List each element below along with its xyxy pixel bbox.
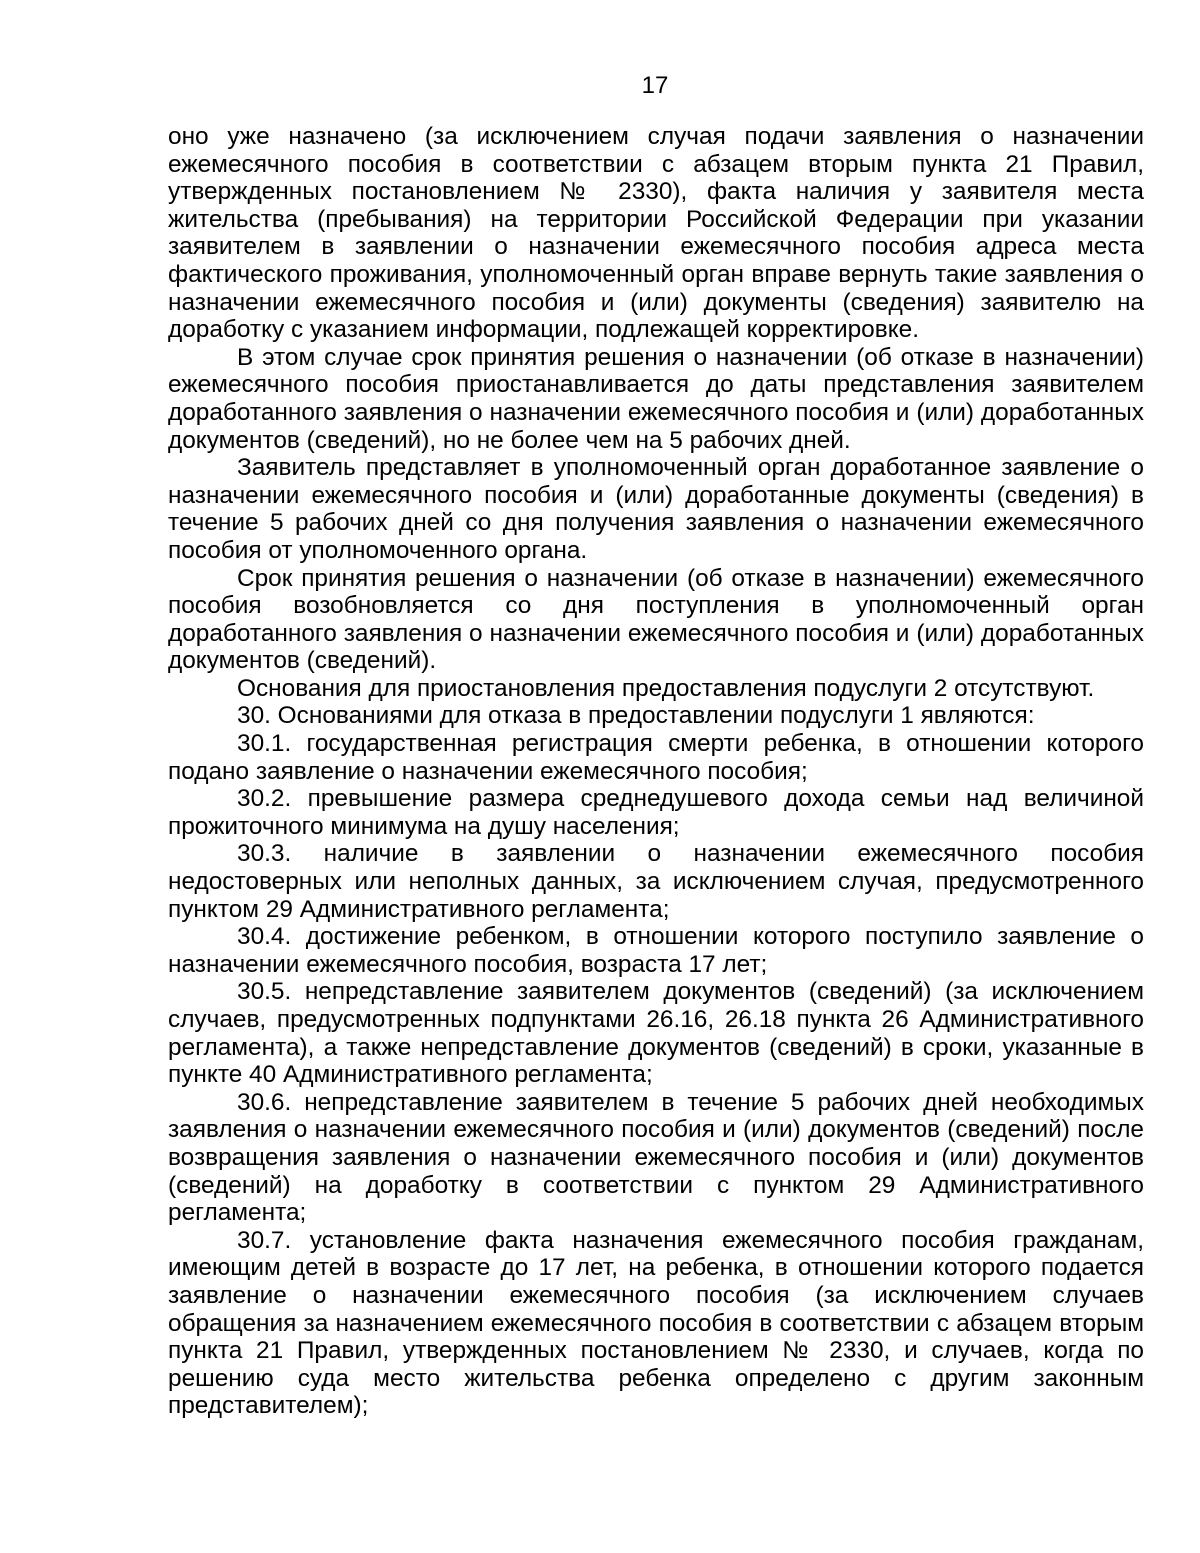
paragraph-applicant-resubmission: Заявитель представляет в уполномоченный орган доработанное заявление о назначении ежемесячного пособия и (или) доработанные документы (сведения) в течение 5 рабочих дней со дня получения заявления о назначении ежемесячного пособия от уполномоченного органа. bbox=[168, 454, 1144, 564]
document-body bbox=[168, 123, 1144, 1420]
paragraph-item-30-2: 30.2. превышение размера среднедушевого дохода семьи над величиной прожиточного минимума на душу населения; bbox=[168, 785, 1144, 840]
paragraph-item-30-5: 30.5. непредставление заявителем документов (сведений) (за исключением случаев, предусмотренных подпунктами 26.16, 26.18 пункта 26 Административного регламента), а также непредставление документов (сведений) в сроки, указанные в пункте 40 Административного регламента; bbox=[168, 978, 1144, 1089]
paragraph-item-30-3: 30.3. наличие в заявлении о назначении ежемесячного пособия недостоверных или неполных данных, за исключением случая, предусмотренного пунктом 29 Административного регламента; bbox=[168, 840, 1144, 923]
paragraph-continuation: оно уже назначено (за исключением случая подачи заявления о назначении ежемесячного пособия в соответствии с абзацем вторым пункта 21 Правил, утвержденных постановлением № 2330), факта наличия у заявителя места жительства (пребывания) на территории Российской Федерации при указании заявителем в заявлении о назначении ежемесячного пособия адреса места фактического проживания, уполномоченный орган вправе вернуть такие заявления о назначении ежемесячного пособия и (или) документы (сведения) заявителю на доработку с указанием информации, подлежащей корректировке. bbox=[168, 123, 1144, 344]
paragraph-term-resumption: Срок принятия решения о назначении (об отказе в назначении) ежемесячного пособия возобновляется со дня поступления в уполномоченный орган доработанного заявления о назначении ежемесячного пособия и (или) доработанных документов (сведений). bbox=[168, 564, 1144, 675]
paragraph-item-30-1: 30.1. государственная регистрация смерти ребенка, в отношении которого подано заявление о назначении ежемесячного пособия; bbox=[168, 730, 1144, 785]
paragraph-item-30-6: 30.6. непредставление заявителем в течение 5 рабочих дней необходимых заявления о назначении ежемесячного пособия и (или) документов (сведений) после возвращения заявления о назначении ежемесячного пособия и (или) документов (сведений) на доработку в соответствии с пунктом 29 Административного регламента; bbox=[168, 1088, 1144, 1227]
paragraph-item-30: 30. Основаниями для отказа в предоставлении подуслуги 1 являются: bbox=[237, 702, 1035, 730]
paragraph-no-suspension-grounds: Основания для приостановления предоставления подуслуги 2 отсутствуют. bbox=[237, 674, 1095, 702]
paragraph-suspension-term: В этом случае срок принятия решения о назначении (об отказе в назначении) ежемесячного пособия приостанавливается до даты представления заявителем доработанного заявления о назначении ежемесячного пособия и (или) доработанных документов (сведений), но не более чем на 5 рабочих дней. bbox=[168, 343, 1144, 454]
page-number: 17 bbox=[641, 72, 669, 99]
paragraph-item-30-7: 30.7. установление факта назначения ежемесячного пособия гражданам, имеющим детей в возрасте до 17 лет, на ребенка, в отношении которого подается заявление о назначении ежемесячного пособия (за исключением случаев обращения за назначением ежемесячного пособия в соответствии с абзацем вторым пункта 21 Правил, утвержденных постановлением № 2330, и случаев, когда по решению суда место жительства ребенка определено с другим законным представителем); bbox=[168, 1226, 1144, 1420]
paragraph-item-30-4: 30.4. достижение ребенком, в отношении которого поступило заявление о назначении ежемесячного пособия, возраста 17 лет; bbox=[168, 923, 1144, 978]
